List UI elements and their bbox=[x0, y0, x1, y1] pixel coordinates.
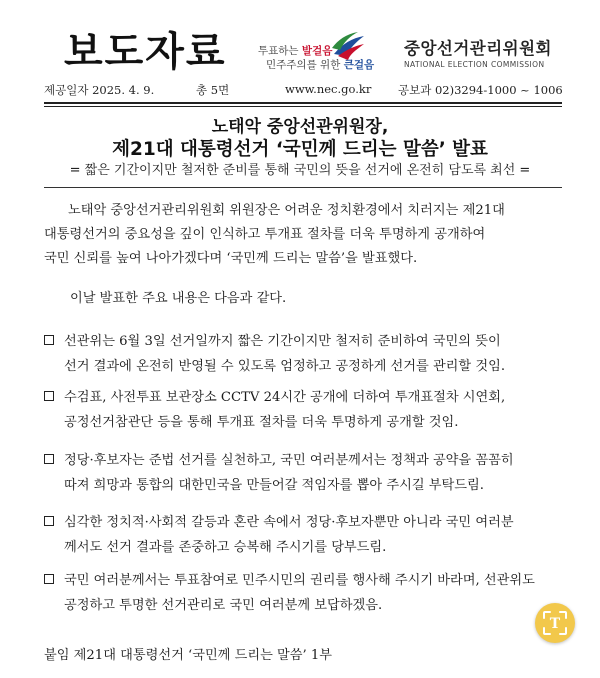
list-item-line: 선거 결과에 온전히 반영될 수 있도록 엄정하고 공정하게 선거를 관리할 것임. bbox=[64, 359, 506, 374]
intro-line: 국민 신뢰를 높여 나아가겠다며 ‘국민께 드리는 말씀’을 발표했다. bbox=[44, 251, 418, 266]
list-item-line: 심각한 정치적·사회적 갈등과 혼란 속에서 정당·후보자뿐만 아니라 국민 여러분 bbox=[64, 515, 514, 530]
contact-info: 공보과 02)3294-1000 ~ 1006 bbox=[398, 83, 563, 97]
slogan-line-2: 민주주의를 위한 큰걸음 bbox=[266, 59, 375, 71]
list-item-line: 따져 희망과 통합의 대한민국을 만들어갈 적임자를 뽑아 주시길 부탁드림. bbox=[64, 478, 484, 493]
intro-line: 노태악 중앙선거관리위원회 위원장은 어려운 정치환경에서 치러지는 제21대 bbox=[68, 203, 505, 218]
text-scan-icon bbox=[542, 610, 568, 636]
headline-divider bbox=[44, 187, 562, 188]
release-date: 제공일자 2025. 4. 9. bbox=[44, 83, 155, 97]
header-divider bbox=[44, 102, 562, 104]
org-name-english: NATIONAL ELECTION COMMISSION bbox=[404, 60, 545, 69]
org-name bbox=[404, 38, 552, 70]
website-link[interactable]: www.nec.go.kr bbox=[285, 82, 372, 96]
list-item-line: 국민 여러분께서는 투표참여로 민주시민의 권리를 행사해 주시기 바라며, 선관위도 bbox=[64, 573, 535, 588]
subheadline: = 짧은 기간이지만 철저한 준비를 통해 국민의 뜻을 선거에 온전히 담도록 최선 = bbox=[69, 163, 531, 178]
attachment-note: 붙임 제21대 대통령선거 ‘국민께 드리는 말씀’ 1부 bbox=[44, 648, 333, 663]
checkbox-icon bbox=[44, 391, 54, 401]
list-item-line: 께서도 선거 결과를 존중하고 승복해 주시기를 당부드림. bbox=[64, 540, 387, 555]
list-item-line: 정당·후보자는 준법 선거를 실천하고, 국민 여러분께서는 정책과 공약을 꼼꼼히 bbox=[64, 453, 514, 468]
checkbox-icon bbox=[44, 335, 54, 345]
list-item-line: 선관위는 6월 3일 선거일까지 짧은 기간이지만 철저히 준비하여 국민의 뜻이 bbox=[64, 334, 501, 349]
intro-line: 대통령선거의 중요성을 깊이 인식하고 투개표 절차를 더욱 투명하게 공개하여 bbox=[44, 227, 486, 242]
list-item-line: 공정선거참관단 등을 통해 투개표 절차를 더욱 투명하게 공개할 것임. bbox=[64, 415, 459, 430]
intro-paragraph bbox=[44, 199, 572, 271]
svg-text:T: T bbox=[549, 616, 561, 632]
lead-sentence: 이날 발표한 주요 내용은 다음과 같다. bbox=[70, 291, 287, 306]
press-release-title: 보도자료 bbox=[64, 29, 227, 75]
nec-logo-icon bbox=[328, 26, 368, 66]
org-name-korean: 중앙선거관리위원회 bbox=[404, 39, 552, 58]
page-count: 총 5면 bbox=[196, 83, 230, 97]
headline-line-1: 노태악 중앙선관위원장, bbox=[211, 117, 389, 137]
text-scan-button[interactable] bbox=[535, 603, 575, 643]
list-item-line: 수검표, 사전투표 보관장소 CCTV 24시간 공개에 더하여 투개표절차 시연회, bbox=[64, 390, 506, 405]
list-item-line: 공정하고 투명한 선거관리로 국민 여러분께 보답하겠음. bbox=[64, 598, 383, 613]
checkbox-icon bbox=[44, 516, 54, 526]
checkbox-icon bbox=[44, 574, 54, 584]
slogan-line-1: 투표하는 발걸음 bbox=[258, 45, 333, 57]
checkbox-icon bbox=[44, 454, 54, 464]
header-divider-thin bbox=[44, 106, 562, 107]
headline-line-2: 제21대 대통령선거 ‘국민께 드리는 말씀’ 발표 bbox=[112, 139, 488, 160]
